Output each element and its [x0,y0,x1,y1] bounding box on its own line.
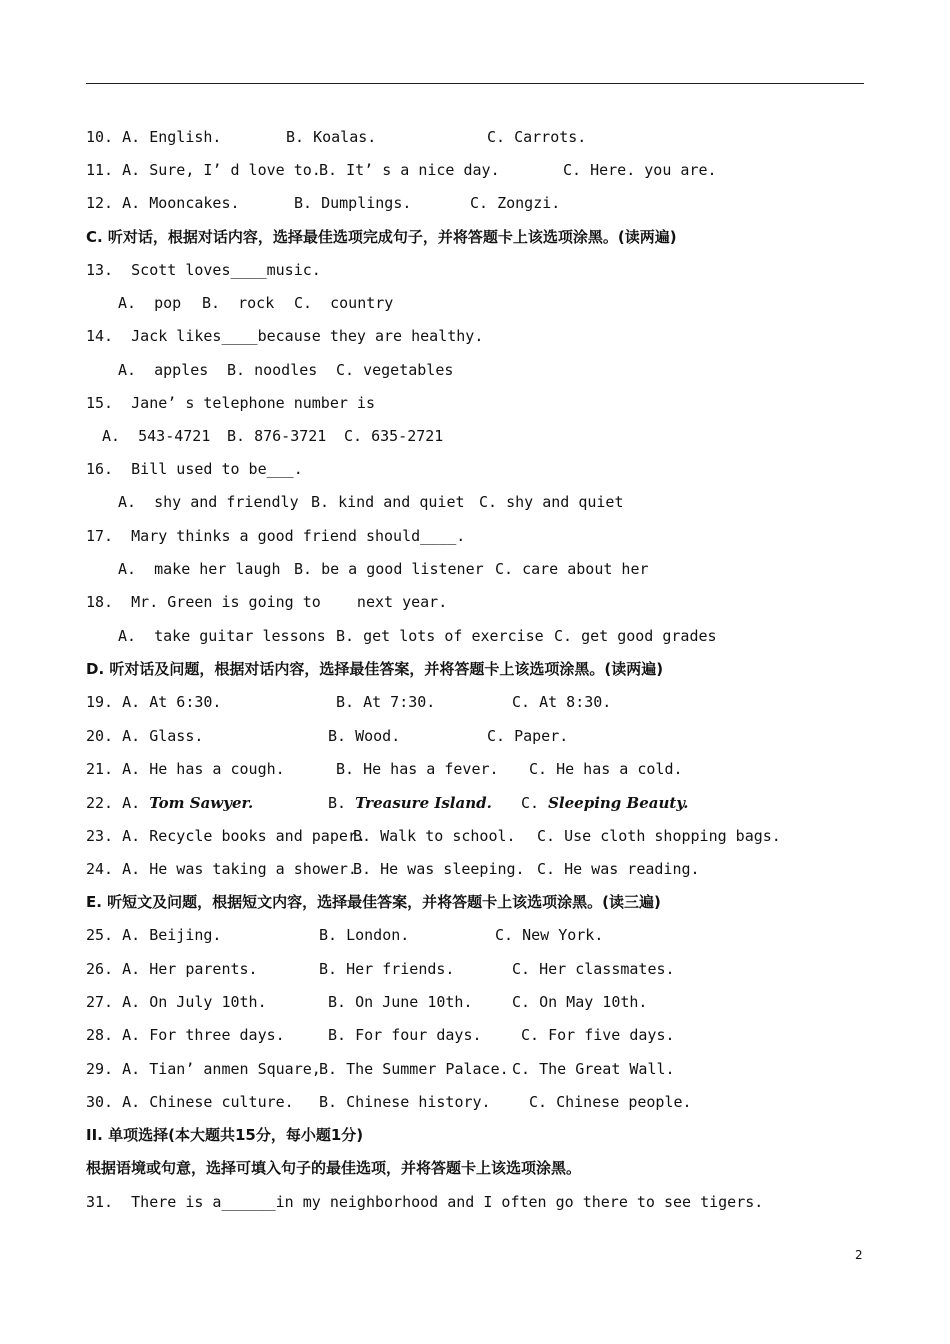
q21-option-a[interactable]: 21. A. He has a cough. [86,760,285,778]
q13-option-a[interactable]: A. pop [118,294,182,312]
q13-stem: 13. Scott loves____music. [86,261,321,279]
question-19 [0,690,612,714]
q17-option-c[interactable]: C. care about her [495,560,649,578]
question-21 [0,757,683,781]
q22-a-title: Tom Sawyer. [149,794,254,812]
q22-c-title: Sleeping Beauty. [548,794,689,812]
q16-option-c[interactable]: C. shy and quiet [479,493,624,511]
section-ii-instructions: 根据语境或句意，选择可填入句子的最佳选项，并将答题卡上该选项涂黑。 [86,1159,582,1177]
q27-option-c[interactable]: C. On May 10th. [512,993,648,1011]
section-d-heading: D. 听对话及问题，根据对话内容，选择最佳答案，并将答题卡上该选项涂黑。(读两遍) [86,660,664,678]
q18-option-c[interactable]: C. get good grades [554,627,717,645]
question-11 [0,158,717,182]
q22-a-label: 22. A. [86,794,150,812]
question-26 [0,957,675,981]
page-number: 2 [855,1248,863,1262]
section-ii-heading: II. 单项选择(本大题共15分，每小题1分) [86,1126,364,1144]
q28-option-b[interactable]: B. For four days. [328,1026,482,1044]
q26-option-b[interactable]: B. Her friends. [319,960,455,978]
question-12 [0,191,561,215]
q25-option-c[interactable]: C. New York. [495,926,604,944]
q12-option-c[interactable]: C. Zongzi. [470,194,561,212]
q15-stem: 15. Jane’ s telephone number is [86,394,375,412]
q15-option-c[interactable]: C. 635-2721 [344,427,444,445]
question-29 [0,1057,675,1081]
q16-option-a[interactable]: A. shy and friendly [118,493,299,511]
question-28 [0,1023,675,1047]
q22-b-title: Treasure Island. [355,794,492,812]
q28-option-a[interactable]: 28. A. For three days. [86,1026,285,1044]
question-18-options [0,624,717,648]
q23-option-a[interactable]: 23. A. Recycle books and paper. [86,827,366,845]
q24-option-b[interactable]: B. He was sleeping. [353,860,525,878]
q13-option-c[interactable]: C. country [294,294,394,312]
q22-b-label: B. [328,794,356,812]
q24-option-c[interactable]: C. He was reading. [537,860,700,878]
q22-option-b[interactable] [328,791,492,815]
q26-option-c[interactable]: C. Her classmates. [512,960,675,978]
question-24 [0,857,700,881]
q15-option-b[interactable]: B. 876-3721 [227,427,327,445]
q22-option-a[interactable] [86,791,253,815]
question-17-options [0,557,649,581]
q11-option-a[interactable]: 11. A. Sure, I’ d love to. [86,161,321,179]
section-e-heading: E. 听短文及问题，根据短文内容，选择最佳答案，并将答题卡上该选项涂黑。(读三遍) [86,893,661,911]
q21-option-b[interactable]: B. He has a fever. [336,760,499,778]
question-23 [0,824,781,848]
question-14-stem [0,324,484,348]
q29-option-c[interactable]: C. The Great Wall. [512,1060,675,1078]
q17-option-a[interactable]: A. make her laugh [118,560,281,578]
question-17-stem [0,524,466,548]
q10-option-c[interactable]: C. Carrots. [487,128,587,146]
question-16-stem [0,457,303,481]
q12-option-a[interactable]: 12. A. Mooncakes. [86,194,240,212]
q10-option-a[interactable]: 10. A. English. [86,128,222,146]
q26-option-a[interactable]: 26. A. Her parents. [86,960,258,978]
q18-option-a[interactable]: A. take guitar lessons [118,627,326,645]
q10-option-b[interactable]: B. Koalas. [286,128,377,146]
question-18-stem [0,590,448,614]
question-14-options [0,358,454,382]
q18-stem: 18. Mr. Green is going to next year. [86,593,448,611]
question-10 [0,125,587,149]
q23-option-c[interactable]: C. Use cloth shopping bags. [537,827,781,845]
question-27 [0,990,648,1014]
question-15-stem [0,391,375,415]
q28-option-c[interactable]: C. For five days. [521,1026,675,1044]
q29-option-a[interactable]: 29. A. Tian’ anmen Square, [86,1060,321,1078]
q18-option-b[interactable]: B. get lots of exercise [336,627,544,645]
question-13-stem [0,258,321,282]
question-20 [0,724,569,748]
q19-option-b[interactable]: B. At 7:30. [336,693,436,711]
header-rule [86,83,864,84]
q22-c-label: C. [521,794,549,812]
q19-option-a[interactable]: 19. A. At 6:30. [86,693,222,711]
q30-option-b[interactable]: B. Chinese history. [319,1093,491,1111]
q14-option-a[interactable]: A. apples [118,361,209,379]
question-15-options [0,424,444,448]
question-25 [0,923,604,947]
question-31 [0,1190,764,1214]
q17-stem: 17. Mary thinks a good friend should____. [86,527,466,545]
q31-stem: 31. There is a______in my neighborhood and I often go there to see tigers. [86,1193,764,1211]
q15-option-a[interactable]: A. 543-4721 [102,427,211,445]
q16-stem: 16. Bill used to be___. [86,460,303,478]
q14-option-c[interactable]: C. vegetables [336,361,454,379]
q30-option-a[interactable]: 30. A. Chinese culture. [86,1093,294,1111]
question-22 [0,791,689,815]
q11-option-b[interactable]: B. It’ s a nice day. [319,161,500,179]
q27-option-b[interactable]: B. On June 10th. [328,993,473,1011]
section-c-heading: C. 听对话，根据对话内容，选择最佳选项完成句子，并将答题卡上该选项涂黑。(读两遍) [86,228,677,246]
q25-option-b[interactable]: B. London. [319,926,410,944]
question-13-options [0,291,394,315]
q25-option-a[interactable]: 25. A. Beijing. [86,926,222,944]
q13-option-b[interactable]: B. rock [202,294,275,312]
q20-option-a[interactable]: 20. A. Glass. [86,727,204,745]
q17-option-b[interactable]: B. be a good listener [294,560,484,578]
question-16-options [0,490,624,514]
q14-stem: 14. Jack likes____because they are healthy. [86,327,484,345]
question-30 [0,1090,692,1114]
q29-option-b[interactable]: B. The Summer Palace. [319,1060,509,1078]
q14-option-b[interactable]: B. noodles [227,361,318,379]
q11-option-c[interactable]: C. Here. you are. [563,161,717,179]
q20-option-b[interactable]: B. Wood. [328,727,401,745]
q16-option-b[interactable]: B. kind and quiet [311,493,465,511]
q20-option-c[interactable]: C. Paper. [487,727,569,745]
q24-option-a[interactable]: 24. A. He was taking a shower. [86,860,357,878]
q19-option-c[interactable]: C. At 8:30. [512,693,612,711]
q22-option-c[interactable] [521,791,689,815]
q30-option-c[interactable]: C. Chinese people. [529,1093,692,1111]
q23-option-b[interactable]: B. Walk to school. [353,827,516,845]
q12-option-b[interactable]: B. Dumplings. [294,194,412,212]
q21-option-c[interactable]: C. He has a cold. [529,760,683,778]
q27-option-a[interactable]: 27. A. On July 10th. [86,993,267,1011]
